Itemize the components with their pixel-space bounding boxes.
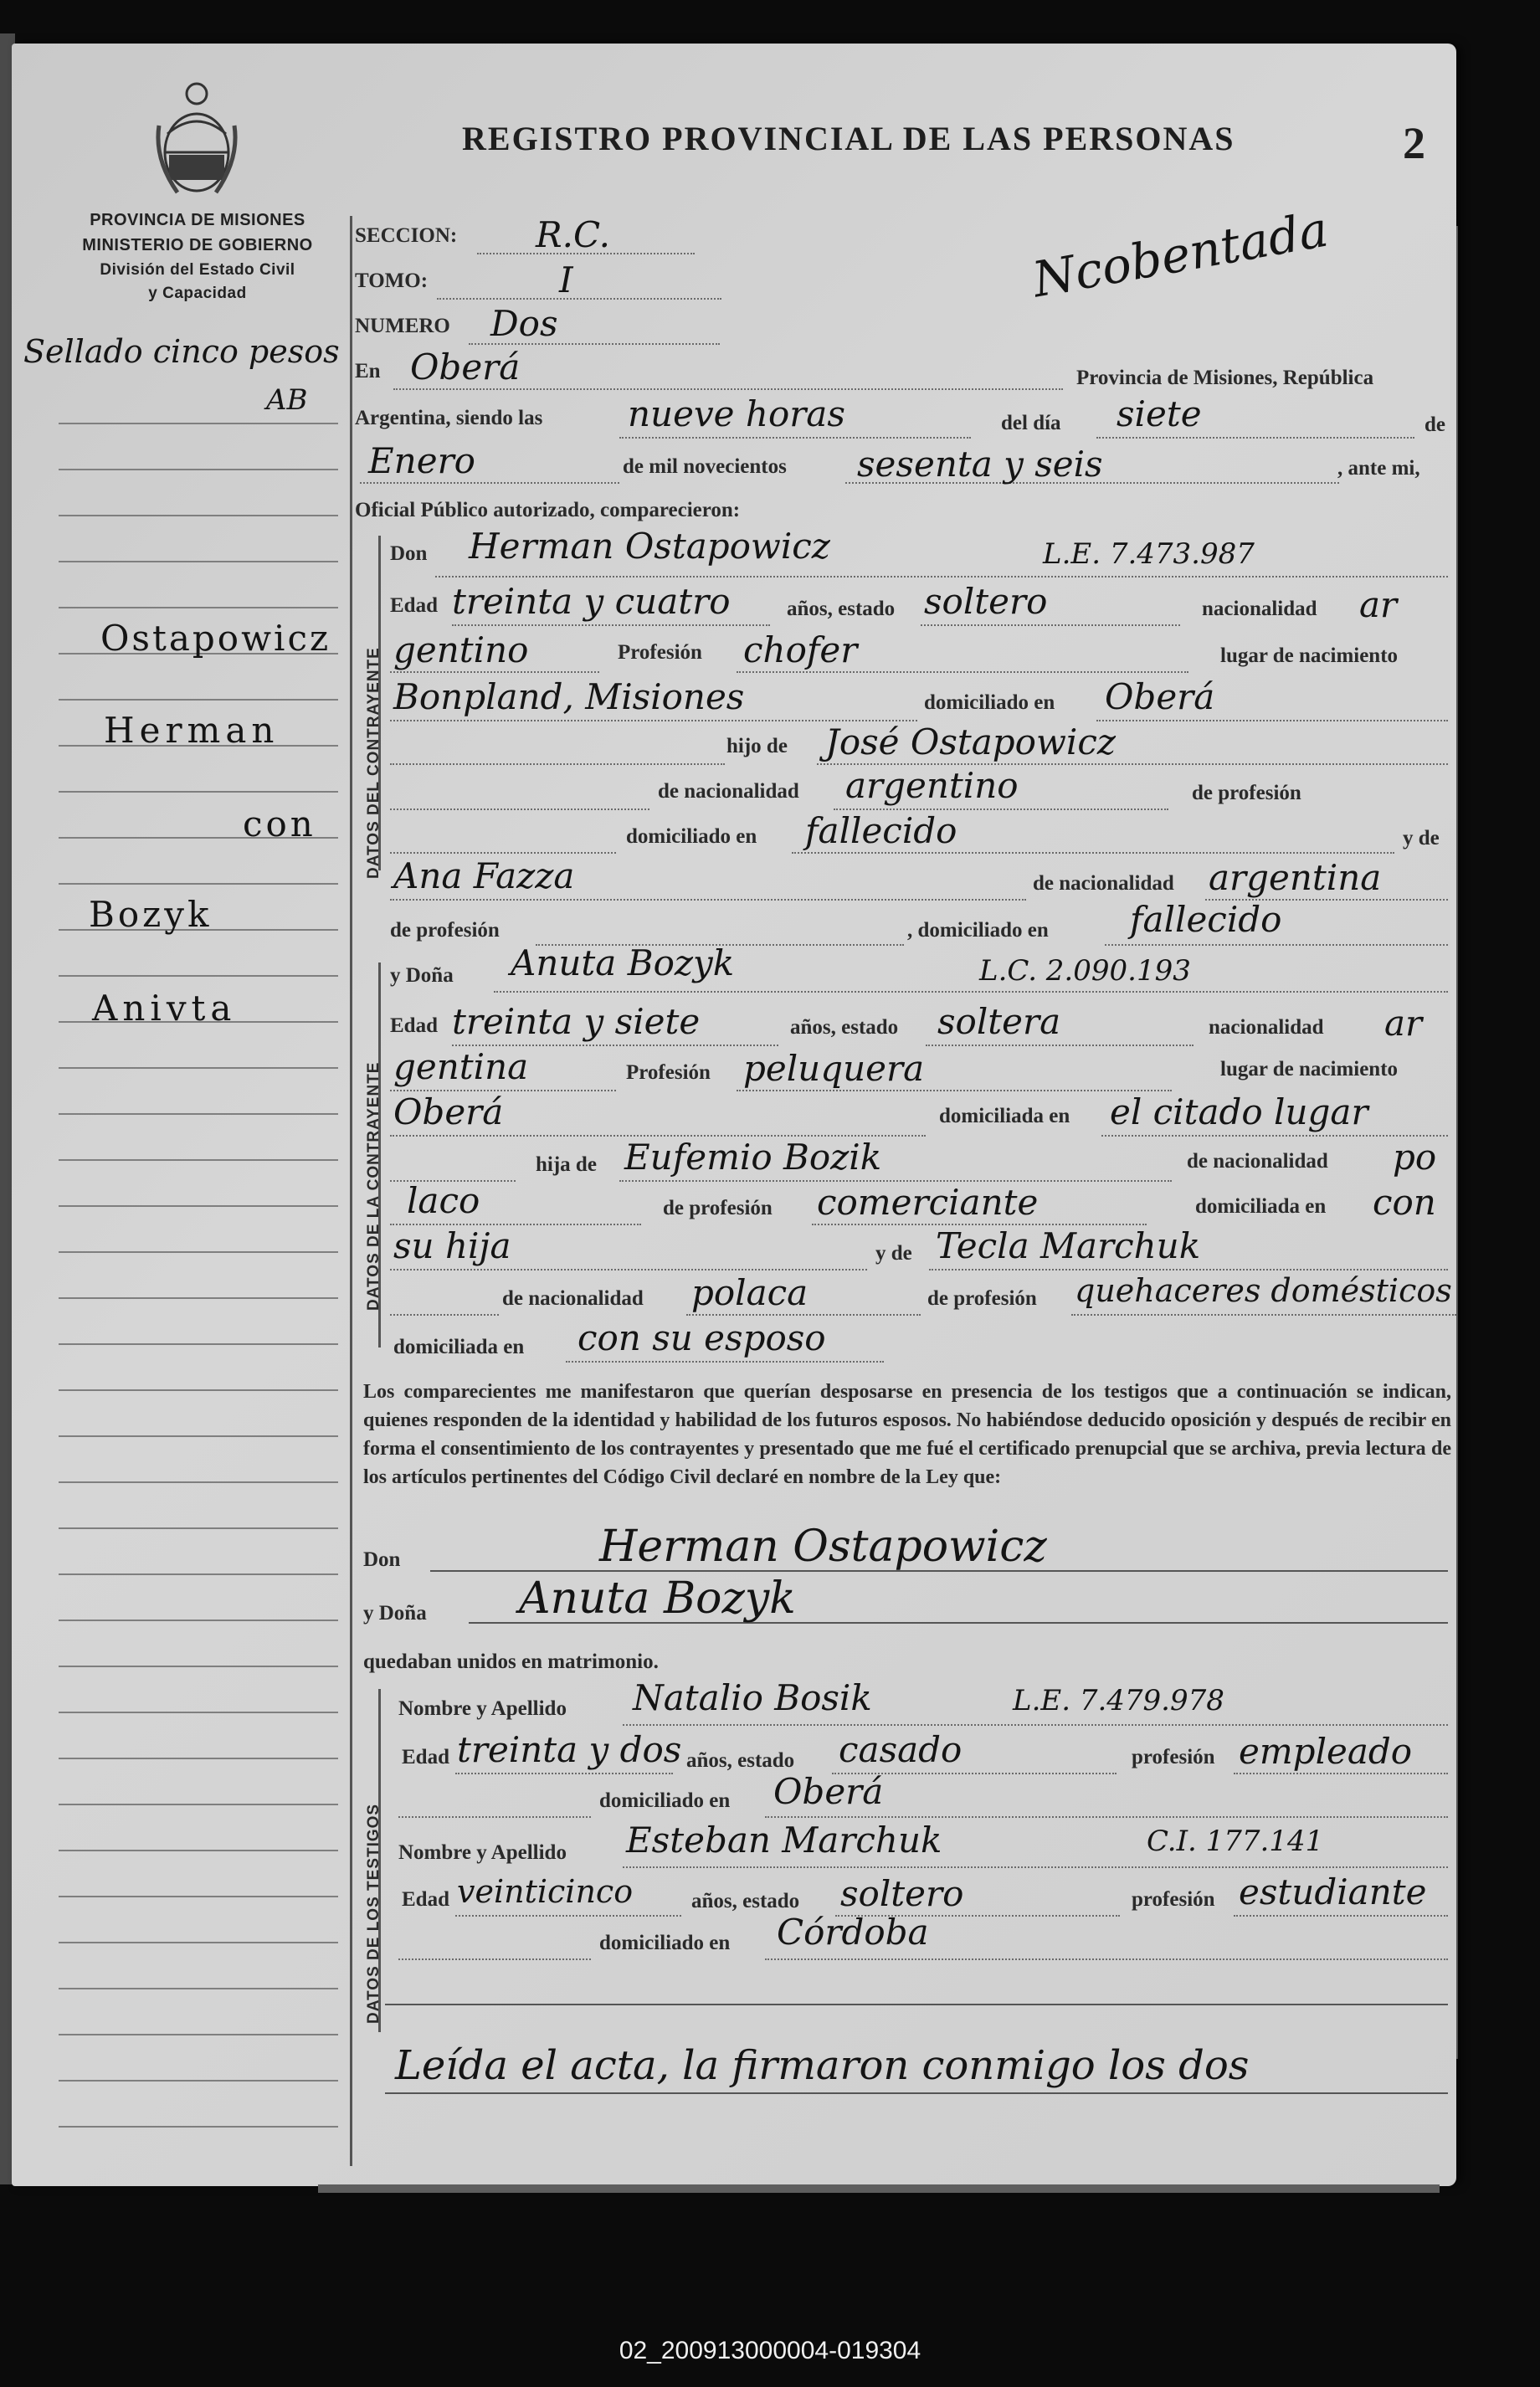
bride-state: soltera	[937, 1001, 1061, 1042]
margin-name-groom: Herman	[104, 710, 280, 751]
w1-estado-label: años, estado	[686, 1749, 795, 1772]
groom-dom-label: domiciliado en	[924, 691, 1055, 714]
father-nat-label: de nacionalidad	[658, 780, 799, 803]
witness2-name: Esteban Marchuk	[626, 1820, 942, 1861]
bfather-profession: comerciante	[817, 1182, 1039, 1223]
groom-name: Herman Ostapowicz	[469, 526, 830, 567]
bride-father: Eufemio Bozik	[624, 1137, 882, 1178]
bride-prof-label: Profesión	[626, 1061, 711, 1084]
margin-surname-bride: Bozyk	[89, 894, 213, 935]
w1-name-label: Nombre y Apellido	[398, 1697, 567, 1720]
frame-line-right	[1456, 226, 1458, 2059]
bride-name: Anuta Bozyk	[511, 942, 735, 983]
witness1-state: casado	[839, 1729, 963, 1770]
ministry-label: MINISTERIO DE GOBIERNO	[82, 236, 313, 254]
w1-prof-label: profesión	[1132, 1746, 1215, 1768]
groom-nat-label: nacionalidad	[1202, 598, 1317, 620]
groom-nat-part1: ar	[1359, 584, 1398, 625]
quedaban-label: quedaban unidos en matrimonio.	[363, 1650, 659, 1673]
father-prof-label: de profesión	[1192, 782, 1301, 804]
numero-label: NUMERO	[355, 315, 450, 337]
hijo-de-label: hijo de	[726, 735, 788, 757]
w2-dom-label: domiciliado en	[599, 1932, 731, 1954]
bride-document: L.C. 2.090.193	[979, 954, 1191, 988]
w1-dom-label: domiciliado en	[599, 1789, 731, 1812]
y-de-label-2: y de	[875, 1242, 912, 1265]
bride-nat-label: nacionalidad	[1209, 1016, 1324, 1039]
province-label: PROVINCIA DE MISIONES	[90, 211, 305, 229]
folio-number: 2	[1403, 118, 1425, 168]
bride-estado-label: años, estado	[790, 1016, 899, 1039]
groom-document: L.E. 7.473.987	[1043, 537, 1255, 571]
bride-mother: Tecla Marchuk	[936, 1225, 1201, 1266]
father-nationality: argentino	[845, 765, 1019, 806]
bride-profession: peluquera	[743, 1048, 925, 1089]
bride-birthplace-label: lugar de nacimiento	[1220, 1058, 1399, 1081]
bride-dom-label: domiciliada en	[939, 1105, 1070, 1127]
w2-name-label: Nombre y Apellido	[398, 1841, 567, 1864]
groom-prof-label: Profesión	[618, 641, 702, 664]
de-mil-label: de mil novecientos	[623, 455, 787, 478]
bmother-nationality: polaca	[691, 1272, 808, 1313]
witness2-age: veinticinco	[457, 1873, 634, 1910]
groom-age: treinta y cuatro	[452, 581, 731, 622]
bfather-nat-part2: laco	[407, 1180, 480, 1221]
groom-nat-part2: gentino	[393, 629, 529, 670]
witness1-age: treinta y dos	[457, 1729, 682, 1770]
mother-nat-label: de nacionalidad	[1033, 872, 1174, 895]
page-edge	[318, 2184, 1440, 2193]
bride-birthplace: Oberá	[393, 1091, 504, 1132]
bmother-prof-label: de profesión	[927, 1287, 1037, 1310]
groom-state: soltero	[924, 581, 1048, 622]
coat-of-arms-icon	[152, 75, 241, 201]
father-domicile: fallecido	[805, 810, 957, 851]
groom-domicile: Oberá	[1105, 676, 1215, 717]
contrayenta-side-label: DATOS DE LA CONTRAYENTE	[365, 1061, 382, 1311]
bmother-domicile: con su esposo	[578, 1317, 826, 1358]
bmother-nat-label: de nacionalidad	[502, 1287, 644, 1310]
mother-dom-label: , domiciliado en	[907, 919, 1049, 942]
y-de-label: y de	[1403, 827, 1440, 850]
bfather-nat-part1: po	[1393, 1137, 1437, 1178]
witness2-domicile: Córdoba	[777, 1912, 929, 1953]
bride-edad-label: Edad	[390, 1014, 438, 1037]
bride-domicile: el citado lugar	[1110, 1091, 1368, 1132]
provincia-label: Provincia de Misiones, República	[1076, 367, 1374, 389]
groom-birthplace-label: lugar de nacimiento	[1220, 644, 1399, 667]
groom-birthplace: Bonpland, Misiones	[393, 676, 745, 717]
witness1-name: Natalio Bosik	[633, 1677, 872, 1718]
official-signature: Ncobentada	[1028, 200, 1332, 309]
witness2-profession: estudiante	[1239, 1871, 1427, 1912]
tomo-value: I	[559, 259, 573, 300]
groom-estado-label: años, estado	[787, 598, 896, 620]
bfather-dom-label: domiciliada en	[1195, 1195, 1327, 1218]
year-value: sesenta y seis	[857, 444, 1103, 485]
don-label: Don	[390, 542, 428, 565]
capacity-label: y Capacidad	[148, 285, 247, 302]
del-dia-label: del día	[1001, 412, 1061, 434]
w2-estado-label: años, estado	[691, 1890, 800, 1912]
y-dona-label: y Doña	[390, 964, 454, 987]
closing-statement: Leída el acta, la firmaron conmigo los dos	[395, 2042, 1250, 2089]
father-dom-label: domiciliado en	[626, 825, 757, 848]
hija-de-label: hija de	[536, 1153, 597, 1176]
w2-prof-label: profesión	[1132, 1888, 1215, 1911]
argentina-label: Argentina, siendo las	[355, 407, 543, 429]
seccion-value: R.C.	[536, 214, 610, 255]
groom-edad-label: Edad	[390, 594, 438, 617]
bride-nat-part2: gentina	[393, 1046, 529, 1087]
margin-con: con	[243, 803, 316, 844]
de-label: de	[1424, 413, 1445, 436]
groom-mother: Ana Fazza	[393, 855, 575, 896]
bride-signature-name: Anuta Bozyk	[519, 1573, 796, 1624]
witness2-state: soltero	[840, 1873, 964, 1914]
declaration-paragraph: Los comparecientes me manifestaron que querían desposarse en presencia de los testigos que a continuación se indican, quienes responden de la identidad y habilidad de los futuros esposos. No habiéndose deducido oposición y después de recibir en forma el consentimiento de los contrayentes y presentado que me fué el certificado prenupcial que se archiva, previa lectura de los artículos pertinentes del Código Civil declaré en nombre de la Ley que:	[363, 1381, 1451, 1488]
numero-value: Dos	[490, 303, 558, 344]
contrayente-side-label: DATOS DEL CONTRAYENTE	[365, 647, 382, 879]
seccion-label: SECCION:	[355, 224, 458, 247]
mother-domicile: fallecido	[1130, 899, 1282, 940]
testigos-side-label: DATOS DE LOS TESTIGOS	[365, 1803, 382, 2024]
oficial-label: Oficial Público autorizado, comparecieron:	[355, 499, 741, 521]
bride-nat-part1: ar	[1384, 1003, 1423, 1044]
en-label: En	[355, 360, 381, 382]
dona-signature-label: y Doña	[363, 1602, 427, 1625]
division-label: División del Estado Civil	[100, 261, 295, 279]
w1-edad-label: Edad	[402, 1746, 449, 1768]
tomo-label: TOMO:	[355, 270, 429, 292]
witness1-document: L.E. 7.479.978	[1013, 1684, 1224, 1717]
w2-edad-label: Edad	[402, 1888, 449, 1911]
margin-initials: AB	[266, 383, 308, 417]
ante-mi-label: , ante mi,	[1337, 457, 1420, 480]
day-value: siete	[1116, 393, 1202, 434]
frame-line	[350, 216, 352, 2166]
witness1-domicile: Oberá	[773, 1771, 884, 1812]
groom-signature-name: Herman Ostapowicz	[599, 1522, 1047, 1572]
groom-profession: chofer	[743, 629, 858, 670]
witness1-profession: empleado	[1239, 1731, 1413, 1772]
hour-value: nueve horas	[628, 393, 845, 434]
bfather-prof-label: de profesión	[663, 1197, 773, 1219]
margin-name-bride: Anivta	[92, 988, 237, 1029]
witness2-document: C.I. 177.141	[1147, 1825, 1324, 1858]
don-signature-label: Don	[363, 1548, 401, 1571]
month-value: Enero	[368, 440, 475, 481]
bride-age: treinta y siete	[452, 1001, 701, 1042]
groom-father: José Ostapowicz	[825, 721, 1116, 762]
bfather-dom-part2: su hija	[393, 1225, 511, 1266]
bfather-dom-part1: con	[1373, 1182, 1436, 1223]
image-id-footer: 02_200913000004-019304	[619, 2337, 921, 2364]
bfather-nat-label: de nacionalidad	[1187, 1150, 1328, 1173]
margin-stamp-note: Sellado cinco pesos	[23, 333, 340, 370]
margin-surname-groom: Ostapowicz	[100, 618, 331, 659]
mother-nationality: argentina	[1209, 857, 1382, 898]
mother-prof-label: de profesión	[390, 919, 500, 942]
bmother-profession: quehaceres domésticos	[1075, 1272, 1452, 1309]
bmother-dom-label: domiciliada en	[393, 1336, 525, 1358]
place-value: Oberá	[410, 346, 521, 388]
page-title: REGISTRO PROVINCIAL DE LAS PERSONAS	[462, 120, 1235, 157]
